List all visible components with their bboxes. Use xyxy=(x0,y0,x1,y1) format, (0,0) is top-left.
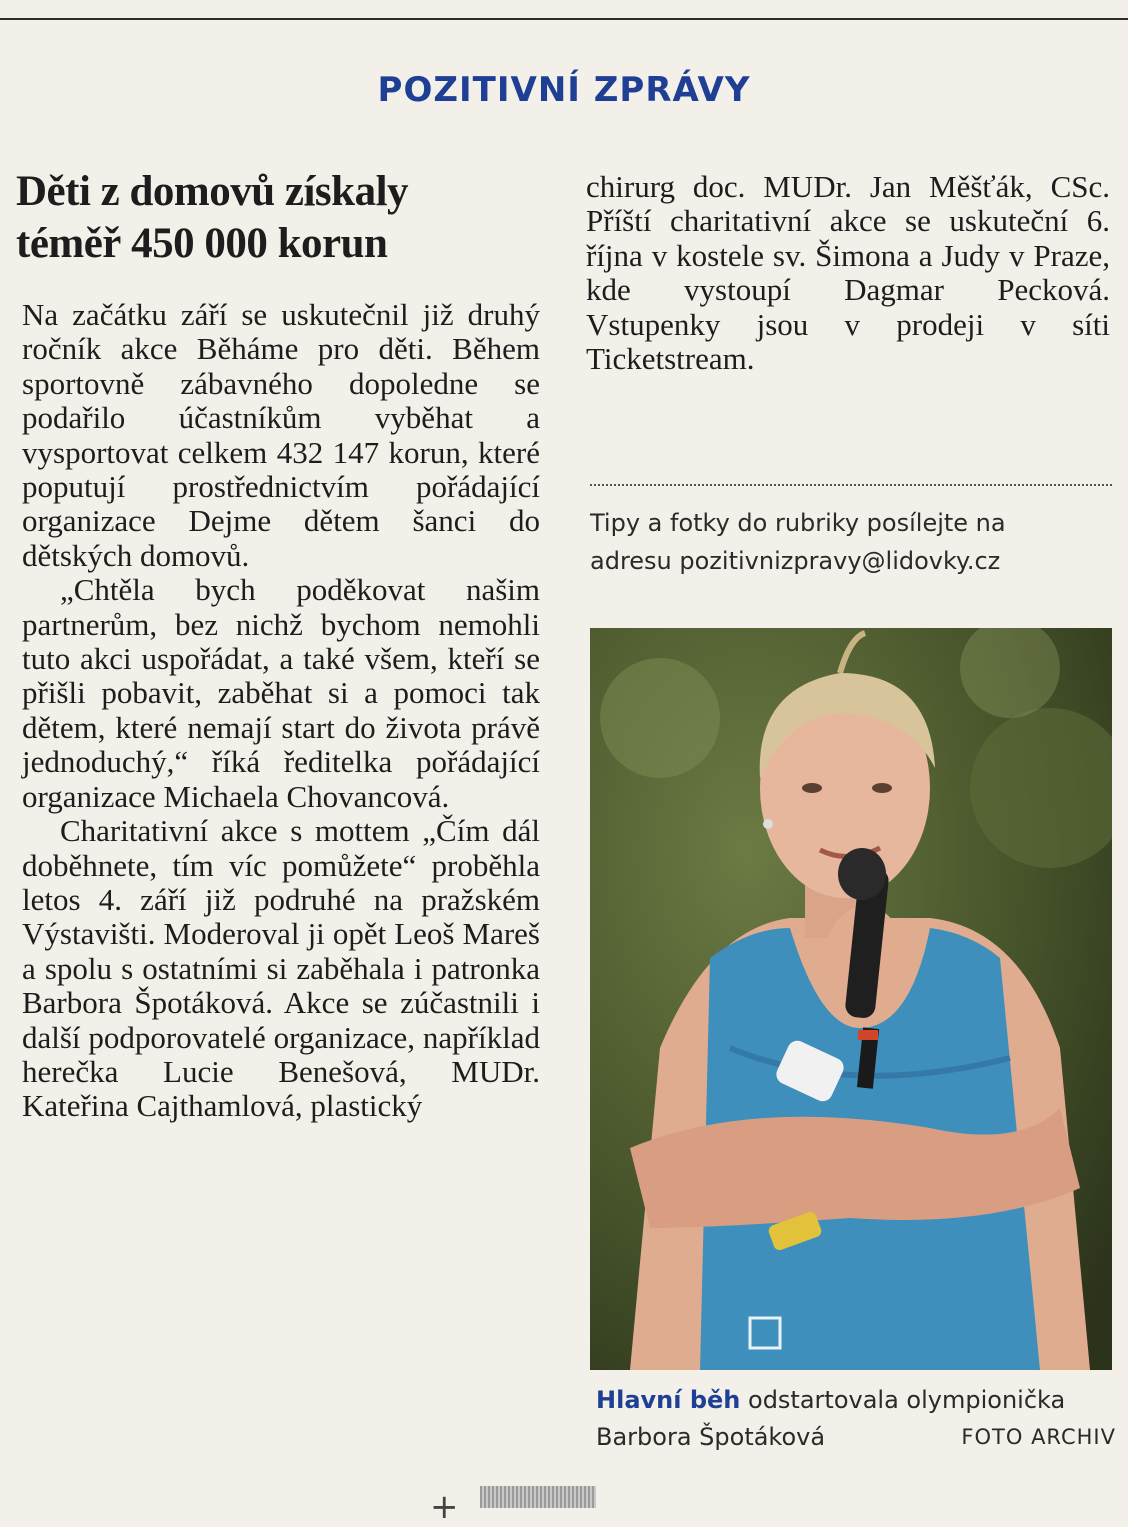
tips-line-2: adresu pozitivnizpravy@lidovky.cz xyxy=(590,547,1001,575)
article-paragraph: „Chtěla bych poděkovat našim partnerům, bez nichž bychom nemohli tuto akci uspořádat, a také všem, kteří se přišli pobavit, zaběhat si a pomoci tak dětem, které nemají start do života právě jednoduchý,“ říká ředitelka pořádající organizace Michaela Chovancová. xyxy=(22,572,540,814)
tips-line-1: Tipy a fotky do rubriky posílejte na xyxy=(590,509,1006,537)
caption-text-2: Barbora Špotáková xyxy=(596,1423,826,1451)
article-paragraph: Na začátku září se uskutečnil již druhý ročník akce Běháme pro děti. Během sportovně zábavného dopoledne se podařilo účastníkům vyběhat a vysportovat celkem 432 147 korun, které poputují prostřednictvím pořádající organizace Dejme dětem šanci do dětských domovů. xyxy=(22,297,540,573)
photo-credit: FOTO ARCHIV xyxy=(961,1425,1116,1449)
article-photo xyxy=(590,628,1112,1370)
article-paragraph: chirurg doc. MUDr. Jan Měšťák, CSc. Příští charitativní akce se uskuteční 6. října v kostele sv. Šimona a Judy v Praze, kde vystoupí Dagmar Pecková. Vstupenky jsou v prodeji v síti Ticketstream. xyxy=(586,169,1110,377)
article-paragraph: Charitativní akce s mottem „Čím dál doběhnete, tím víc pomůžete“ proběhla letos 4. září již podruhé na pražském Výstavišti. Moderoval ji opět Leoš Mareš a spolu s ostatními si zaběhala i patronka Barbora Špotáková. Akce se zúčastnili i další podporovatelé organizace, například herečka Lucie Benešová, MUDr. Kateřina Cajthamlová, plastický xyxy=(22,813,540,1124)
caption-text-1: odstartovala olympionička xyxy=(740,1386,1066,1414)
section-label: POZITIVNÍ ZPRÁVY xyxy=(377,70,751,110)
photo-caption xyxy=(596,1382,1116,1456)
dotted-divider xyxy=(590,484,1112,486)
article-column-right xyxy=(586,170,1110,376)
caption-line-1 xyxy=(596,1382,1116,1419)
caption-lead: Hlavní běh xyxy=(596,1386,741,1414)
article-column-left xyxy=(22,298,540,1124)
tips-box xyxy=(590,504,1112,580)
headline-line-1: Děti z domovů získaly xyxy=(16,168,409,215)
photo-illustration xyxy=(590,628,1112,1370)
caption-line-2 xyxy=(596,1419,1116,1456)
top-rule xyxy=(0,18,1128,20)
headline-line-2: téměř 450 000 korun xyxy=(16,220,388,267)
article-headline xyxy=(16,166,556,270)
color-bar xyxy=(480,1486,596,1508)
crop-mark-icon: + xyxy=(430,1487,459,1527)
